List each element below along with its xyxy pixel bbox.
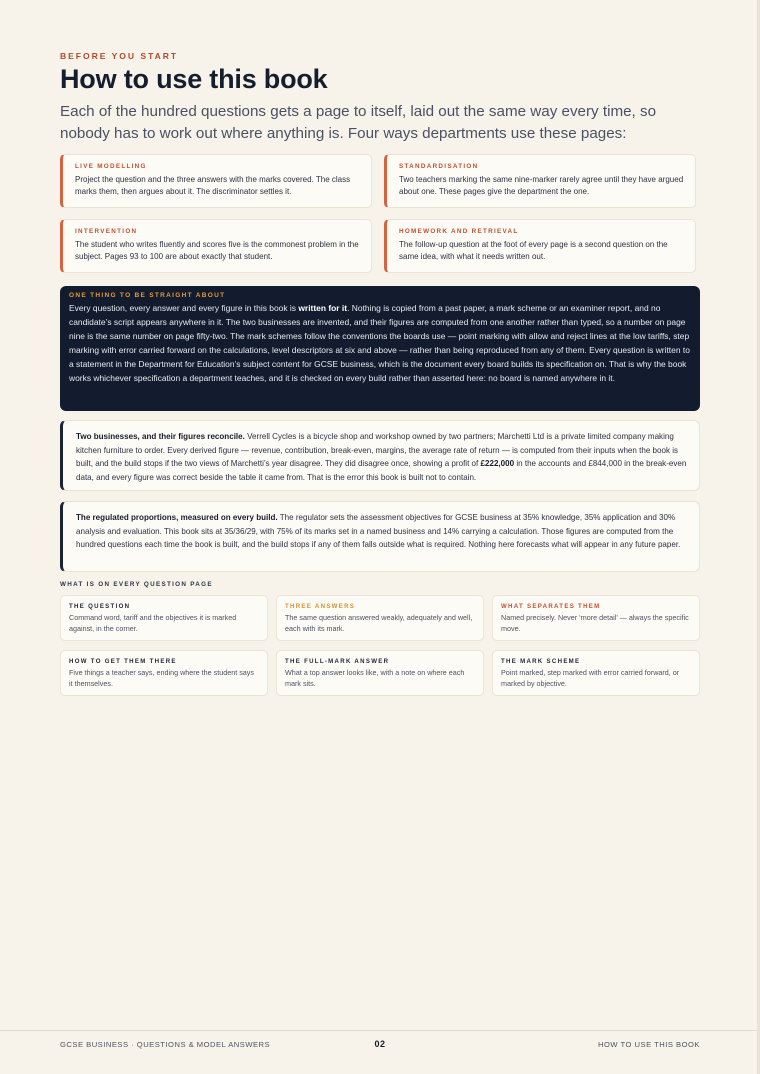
use-card-live-modelling	[60, 154, 372, 208]
note-lead: Two businesses, and their figures reconcile.	[76, 432, 245, 441]
page-parts-heading: WHAT IS ON EVERY QUESTION PAGE	[60, 581, 213, 588]
lead-paragraph: Each of the hundred questions gets a page to itself, laid out the same way every time, so nobody has to work out where anything is. Four ways departments use these pages:	[60, 103, 657, 142]
use-card-label: HOMEWORK AND RETRIEVAL	[399, 228, 519, 235]
callout-emphasis: written for it	[298, 303, 348, 313]
part-card-text: Point marked, step marked with error carried forward, or marked by objective.	[501, 668, 680, 688]
footer-divider	[0, 1030, 757, 1031]
note-figure: £222,000	[480, 459, 515, 469]
use-card-text: Two teachers marking the same nine-marker rarely agree until they have argued about one. These pages give the department the one.	[399, 175, 684, 196]
page-number: 02	[374, 1039, 386, 1049]
part-card-what-separates	[492, 595, 700, 641]
use-card-text: The student who writes fluently and scores five is the commonest problem in the subject. Pages 93 to 100 are about exactly that student.	[75, 240, 359, 261]
part-card-full-mark-answer	[276, 650, 484, 696]
callout-straight-about	[60, 286, 700, 411]
page-title: How to use this book	[60, 64, 328, 94]
part-card-text: Command word, tariff and the objectives it is marked against, in the corner.	[69, 613, 237, 633]
part-card-text: Five things a teacher says, ending where the student says it themselves.	[69, 668, 254, 688]
callout-text	[69, 302, 690, 385]
note-text-end: in the accounts and £844,000 in the break-even data, and every figure was correct beside the table it came from. That is the error this book is built not to contain.	[76, 459, 687, 482]
section-kicker: BEFORE YOU START	[60, 51, 179, 61]
note-businesses	[60, 420, 700, 491]
part-card-mark-scheme	[492, 650, 700, 696]
use-card-text: Project the question and the three answers with the marks covered. The class marks them, then argues about it. The discriminator settles it.	[75, 175, 351, 196]
footer-section-title: HOW TO USE THIS BOOK	[598, 1040, 700, 1049]
part-card-text: Named precisely. Never ‘more detail’ — always the specific move.	[501, 613, 689, 633]
part-card-question	[60, 595, 268, 641]
callout-text-end: . Nothing is copied from a past paper, a mark scheme or an examiner report, and no candidate’s script appears anywhere in it. The two businesses are invented, and their figures are computed from one another rather than typed, so a number on page nine is the same number on page fifty-two. The mark schemes follow the conventions the boards use — point marking with allow and reject lines at the low tariffs, step marking with error carried forward on the calculations, level descriptors at six and above — rather than being reproduced from any of them. Every question is written to a statement in the Department for Education’s subject content for GCSE business, which is the document every board builds its specification on. That is why the book works whichever specification a department teaches, and it is checked on every build rather than asserted here: no board is named anywhere in it.	[69, 303, 690, 383]
note-text: The regulator sets the assessment objectives for GCSE business at 35% knowledge, 35% application and 30% analysis and evaluation. This book sits at 35/36/29, with 75% of its marks set in a named business and 14% carrying a calculation. Those figures are computed from the hundred questions each time the book is built, and the build stops if any of them falls outside what is required. Nothing here forecasts what will appear in any future paper.	[76, 513, 681, 550]
use-card-intervention	[60, 219, 372, 273]
callout-text-start: Every question, every answer and every figure in this book is	[69, 303, 299, 313]
part-card-label: THE FULL-MARK ANSWER	[285, 658, 390, 665]
footer-book-title: GCSE BUSINESS · QUESTIONS & MODEL ANSWERS	[60, 1040, 271, 1049]
part-card-label: WHAT SEPARATES THEM	[501, 603, 601, 610]
use-card-homework-retrieval	[384, 219, 696, 273]
use-card-standardisation	[384, 154, 696, 208]
part-card-label: HOW TO GET THEM THERE	[69, 658, 177, 665]
use-card-label: LIVE MODELLING	[75, 163, 147, 170]
use-card-label: STANDARDISATION	[399, 163, 479, 170]
part-card-label: THE QUESTION	[69, 603, 131, 610]
use-card-text: The follow-up question at the foot of every page is a second question on the same idea, with what it needs written out.	[399, 240, 668, 261]
callout-label: ONE THING TO BE STRAIGHT ABOUT	[69, 292, 226, 299]
note-lead: The regulated proportions, measured on every build.	[76, 513, 278, 522]
part-card-label: THREE ANSWERS	[285, 603, 356, 610]
note-proportions	[60, 501, 700, 572]
part-card-label: THE MARK SCHEME	[501, 658, 581, 665]
part-card-three-answers	[276, 595, 484, 641]
part-card-how-to-get-there	[60, 650, 268, 696]
part-card-text: What a top answer looks like, with a note on where each mark sits.	[285, 668, 465, 688]
note-text: Verrell Cycles is a bicycle shop and workshop owned by two partners; Marchetti Ltd is a private limited company making kitchen furniture to order. Every derived figure — revenue, contribution, break-even, margins, the average rate of return — is computed from their inputs when the book is built, and the build stops if the two views of Marchetti’s year disagree. They did disagree once, showing a profit of	[76, 432, 679, 469]
use-card-label: INTERVENTION	[75, 228, 138, 235]
part-card-text: The same question answered weakly, adequately and well, each with its mark.	[285, 613, 473, 633]
